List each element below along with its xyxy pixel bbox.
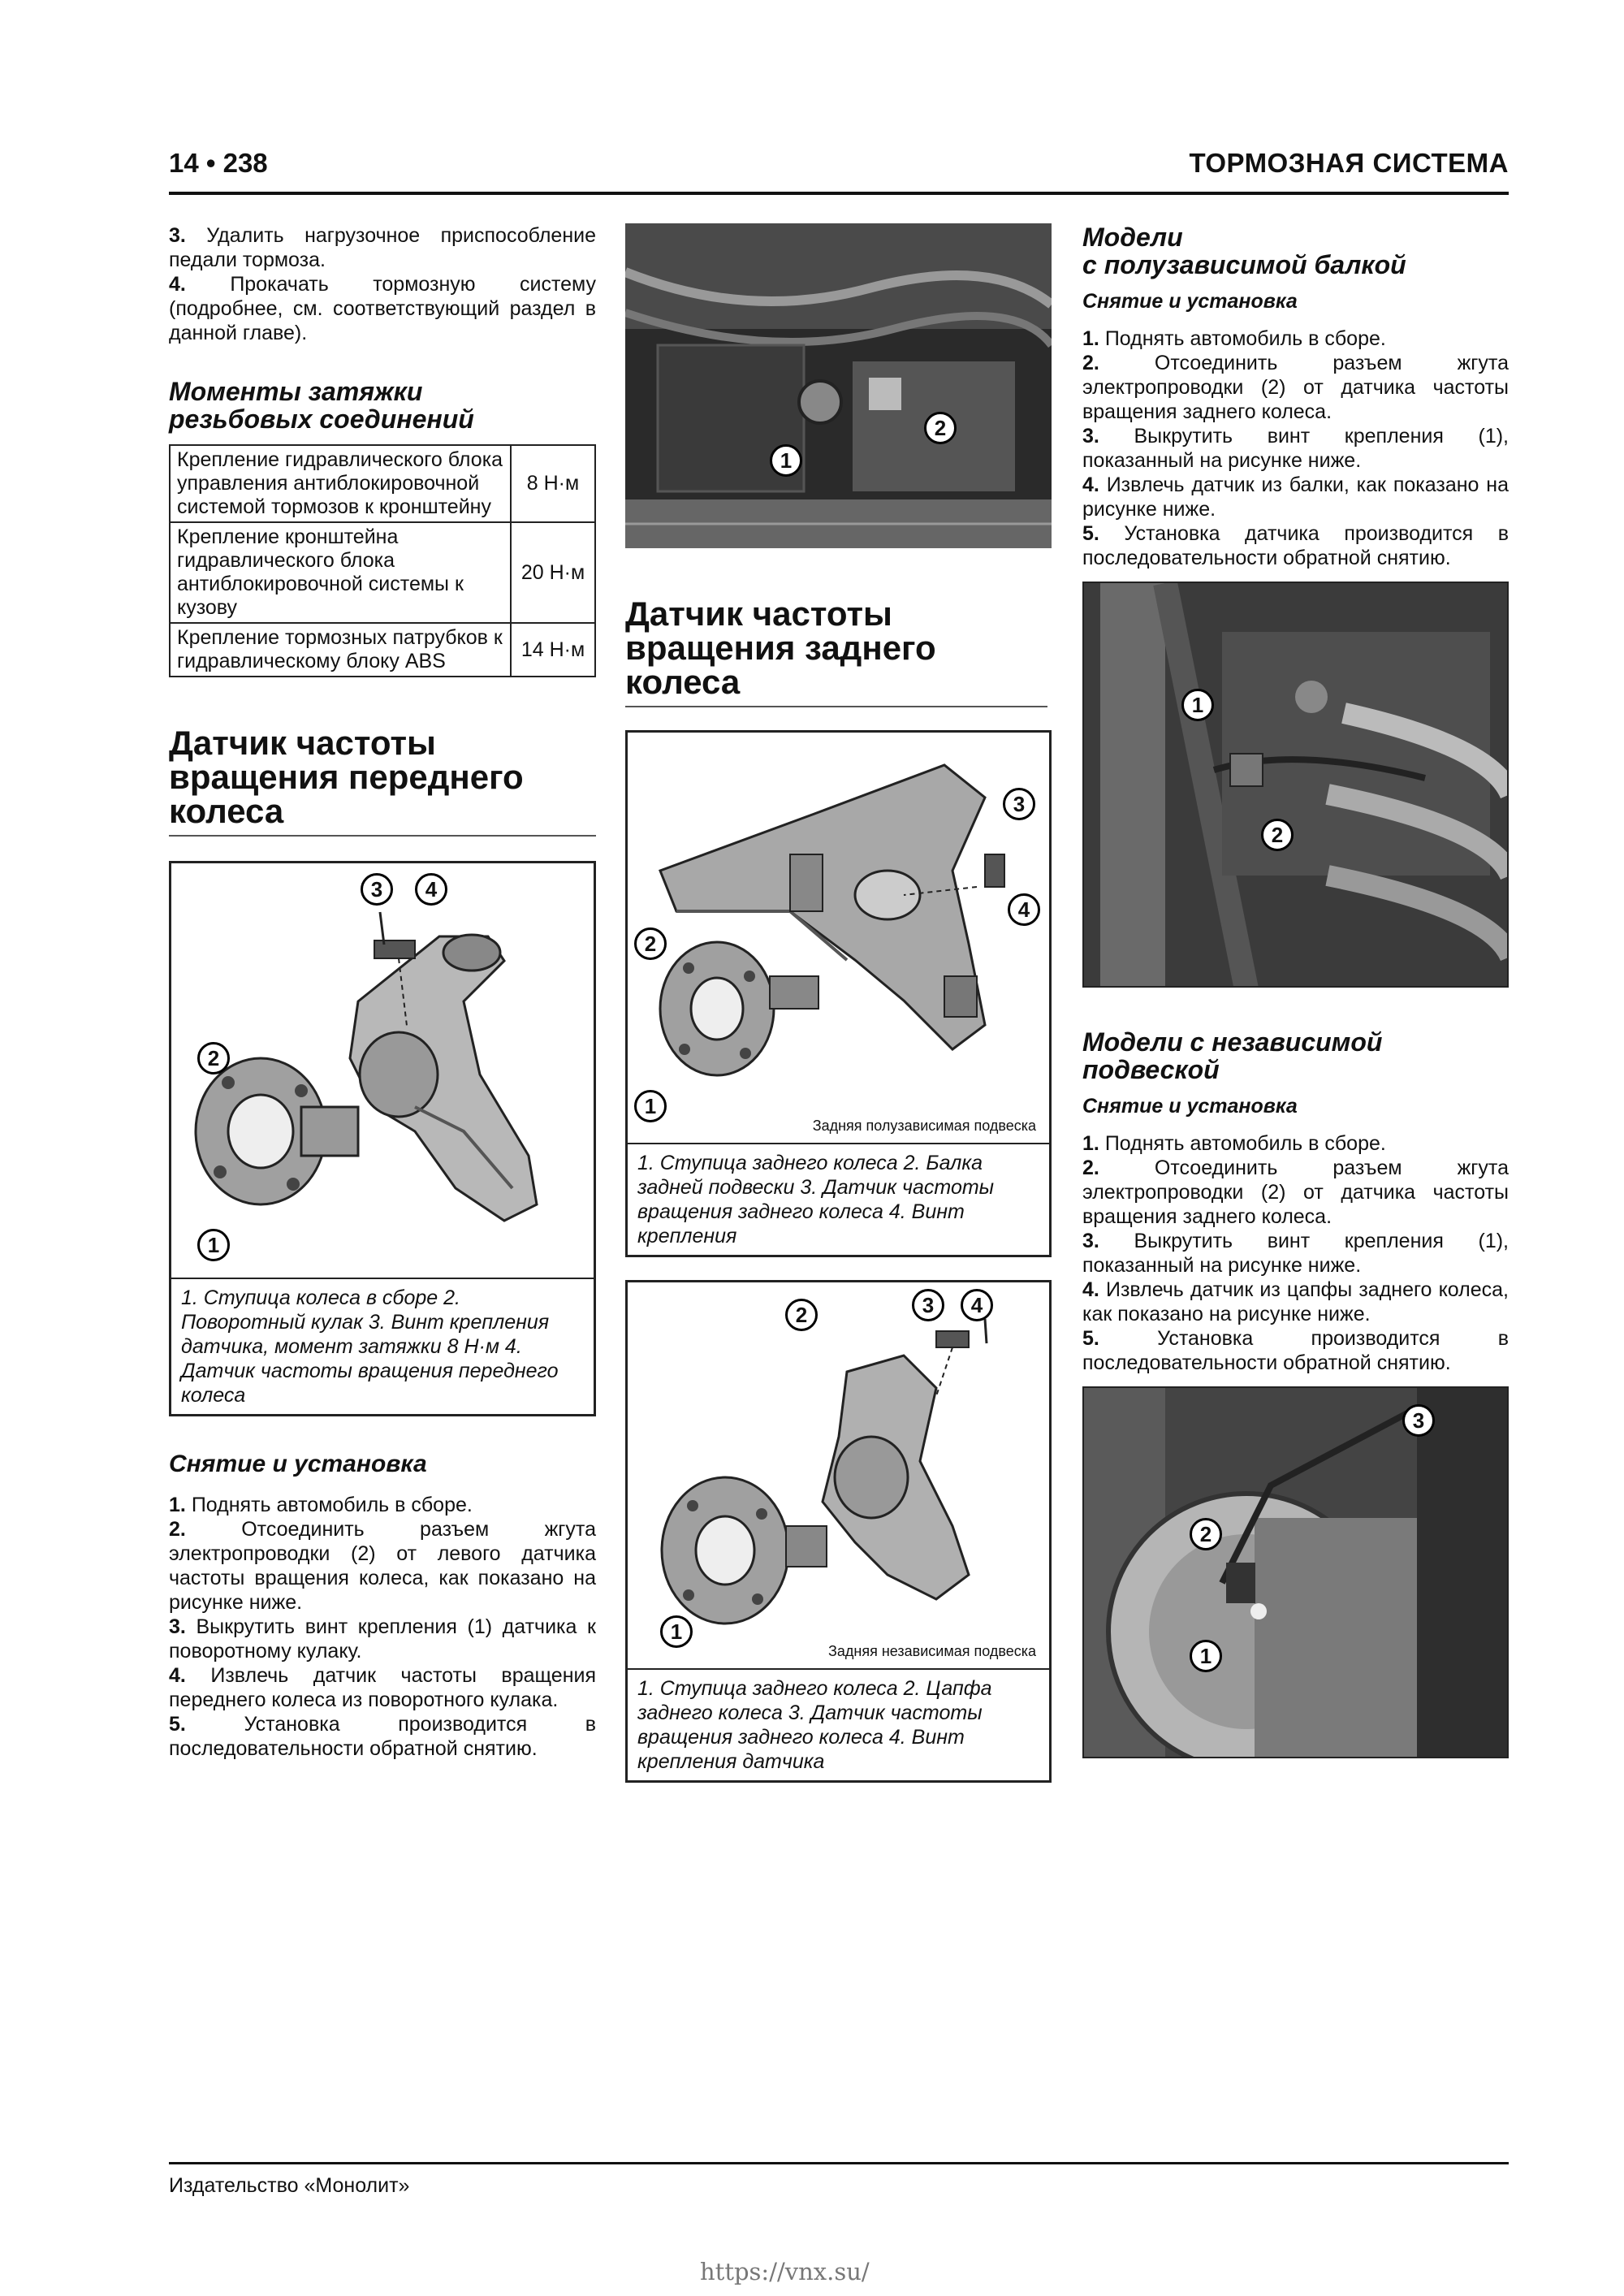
header-divider (169, 192, 1509, 195)
watermark-link[interactable]: https://vnx.su/ (700, 2258, 870, 2285)
rear-sensor-title: Датчик частоты вращения заднего колеса (625, 597, 1047, 707)
column-left (169, 223, 596, 1761)
table-row: Крепление гидравлического блока управления антиблокировочной системой тормозов к кронштейну 8 Н·м (170, 445, 595, 522)
rear-knuckle-photo (1082, 1386, 1509, 1758)
table-row: Крепление тормозных патрубков к гидравлическому блоку ABS 14 Н·м (170, 623, 595, 677)
callout-1: 1 (634, 1090, 667, 1122)
list-item: 3. Удалить нагрузочное приспособление педали тормоза. (169, 224, 596, 271)
footer-divider (169, 2162, 1509, 2164)
callout-2: 2 (634, 927, 667, 960)
independent-subtitle: Снятие и установка (1082, 1095, 1298, 1118)
front-sensor-title: Датчик частоты вращения переднего колеса (169, 726, 596, 837)
rear-beam-illustration (628, 733, 1049, 1143)
rear-independent-figure (625, 1280, 1052, 1783)
publisher-name: Издательство «Монолит» (169, 2174, 410, 2197)
list-item: 4. Прокачать тормозную систему (подробнее, см. соответствующий раздел в данной главе). (169, 273, 596, 344)
page-number: 14 • 238 (169, 148, 268, 178)
figure-caption: 1. Ступица колеса в сборе 2. Поворотный кулак 3. Винт крепления датчика, момент затяжки 8 Н·м 4. Датчик частоты вращения переднего колеса (171, 1278, 594, 1414)
semi-dependent-title: Модели с полузависимой балкой (1082, 223, 1406, 279)
list-item: 3. Выкрутить винт крепления (1) датчика к поворотному кулаку. (169, 1615, 596, 1663)
callout-2: 2 (924, 412, 957, 444)
column-right (1082, 223, 1509, 1758)
torque-title: Моменты затяжки резьбовых соединений (169, 377, 474, 434)
callout-1: 1 (770, 444, 802, 477)
abs-unit-photo (625, 223, 1052, 548)
callout-2: 2 (1190, 1518, 1222, 1550)
callout-3: 3 (912, 1289, 944, 1321)
list-item: 5. Установка датчика производится в последовательности обратной снятию. (1082, 522, 1509, 569)
independent-title: Модели с независимой подвеской (1082, 1027, 1383, 1084)
callout-3: 3 (1003, 788, 1035, 820)
front-sensor-figure (169, 861, 596, 1416)
list-item: 1. Поднять автомобиль в сборе. (169, 1494, 473, 1516)
callout-2: 2 (785, 1299, 818, 1331)
callout-4: 4 (1008, 893, 1040, 926)
figure-label: Задняя независимая подвеска (828, 1643, 1036, 1659)
independent-steps (1082, 1131, 1509, 1375)
list-item: 4. Извлечь датчик из цапфы заднего колеса, как показано на рисунке ниже. (1082, 1278, 1509, 1325)
rear-beam-photo (1082, 582, 1509, 988)
list-item: 2. Отсоединить разъем жгута электропроводки (2) от левого датчика частоты вращения колеса, как показано на рисунке ниже. (169, 1518, 596, 1614)
list-item: 2. Отсоединить разъем жгута электропроводки (2) от датчика частоты вращения заднего колеса. (1082, 1157, 1509, 1228)
semi-subtitle: Снятие и установка (1082, 290, 1298, 313)
list-item: 4. Извлечь датчик частоты вращения переднего колеса из поворотного кулака. (169, 1664, 597, 1711)
removal-title: Снятие и установка (169, 1451, 427, 1477)
rear-semi-figure (625, 730, 1052, 1257)
list-item: 5. Установка производится в последовательности обратной снятию. (1082, 1327, 1509, 1374)
rear-knuckle-illustration (628, 1282, 1049, 1668)
removal-steps (169, 1493, 596, 1761)
callout-1: 1 (197, 1229, 230, 1261)
callout-2: 2 (1261, 819, 1294, 851)
front-knuckle-illustration (171, 863, 594, 1278)
list-item: 1. Поднять автомобиль в сборе. (1082, 327, 1386, 350)
intro-steps (169, 223, 596, 345)
table-row: Крепление кронштейна гидравлического блока антиблокировочной системы к кузову 20 Н·м (170, 522, 595, 623)
callout-4: 4 (415, 873, 447, 906)
list-item: 4. Извлечь датчик из балки, как показано на рисунке ниже. (1082, 473, 1509, 521)
callout-1: 1 (1181, 689, 1214, 721)
list-item: 3. Выкрутить винт крепления (1), показанный на рисунке ниже. (1082, 1230, 1509, 1277)
callout-3: 3 (1402, 1404, 1435, 1437)
callout-1: 1 (1190, 1640, 1222, 1672)
callout-4: 4 (961, 1289, 993, 1321)
list-item: 2. Отсоединить разъем жгута электропроводки (2) от датчика частоты вращения заднего колеса. (1082, 352, 1509, 423)
figure-label: Задняя полузависимая подвеска (812, 1118, 1036, 1134)
list-item: 3. Выкрутить винт крепления (1), показанный на рисунке ниже. (1082, 425, 1509, 472)
section-title: ТОРМОЗНАЯ СИСТЕМА (1189, 148, 1509, 178)
column-middle (625, 223, 1052, 1783)
callout-2: 2 (197, 1042, 230, 1074)
semi-steps (1082, 326, 1509, 570)
list-item: 5. Установка производится в последовательности обратной снятию. (169, 1713, 596, 1760)
list-item: 1. Поднять автомобиль в сборе. (1082, 1132, 1386, 1155)
torque-table (169, 444, 596, 677)
callout-3: 3 (361, 873, 393, 906)
figure-caption: 1. Ступица заднего колеса 2. Балка задней подвески 3. Датчик частоты вращения заднего колеса 4. Винт крепления (628, 1143, 1049, 1255)
figure-caption: 1. Ступица заднего колеса 2. Цапфа заднего колеса 3. Датчик частоты вращения заднего колеса 4. Винт крепления датчика (628, 1668, 1049, 1780)
callout-1: 1 (660, 1615, 693, 1648)
